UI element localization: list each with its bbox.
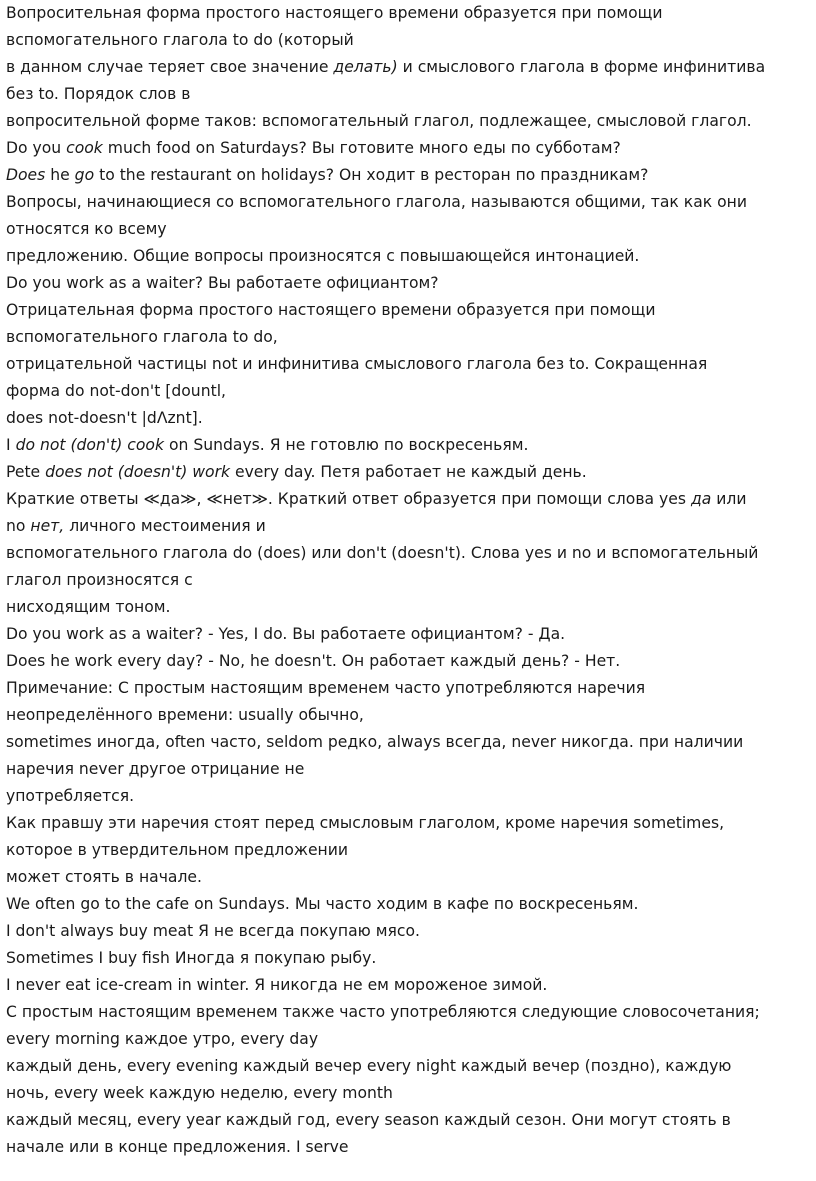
text-line <box>6 54 816 81</box>
text-line: неопределённого времени: usually обычно, <box>6 706 364 724</box>
text-line: С простым настоящим временем также часто употребляются следующие словосочетания; <box>6 1003 760 1021</box>
line-text: every day. Петя работает не каждый день. <box>230 463 587 481</box>
text-line: без to. Порядок слов в <box>6 85 191 103</box>
line-text: в данном случае теряет свое значение <box>6 58 334 76</box>
text-line: Sometimes I buy fish Иногда я покупаю рыбу. <box>6 949 377 967</box>
text-line: We often go to the cafe on Sundays. Мы часто ходим в кафе по воскресеньям. <box>6 895 639 913</box>
line-text: much food on Saturdays? Вы готовите много еды по субботам? <box>102 139 621 157</box>
text-line: наречия never другое отрицание не <box>6 760 305 778</box>
text-line: нисходящим тоном. <box>6 598 171 616</box>
text-line: вспомогательного глагола to do (который <box>6 31 354 49</box>
text-line: Does he work every day? - No, he doesn't. Он работает каждый день? - Нет. <box>6 652 621 670</box>
text-line: Как правшу эти наречия стоят перед смысловым глаголом, кроме наречия sometimes, <box>6 814 725 832</box>
text-line: Отрицательная форма простого настоящего времени образуется при помощи <box>6 301 656 319</box>
text-line <box>6 486 816 513</box>
line-text: личного местоимения и <box>64 517 266 535</box>
italic-word: does not (doesn't) work <box>45 463 231 481</box>
text-line: Do you work as a waiter? - Yes, I do. Вы работаете официантом? - Да. <box>6 625 566 643</box>
line-text: Pete <box>6 463 46 481</box>
text-line: Do you work as a waiter? Вы работаете официантом? <box>6 274 439 292</box>
text-line: вопросительной форме таков: вспомогательный глагол, подлежащее, смысловой глагол. <box>6 112 752 130</box>
line-text: или <box>711 490 747 508</box>
italic-word: нет, <box>30 517 65 535</box>
text-line: every morning каждое утро, every day <box>6 1030 319 1048</box>
text-line: может стоять в начале. <box>6 868 202 886</box>
text-line: I don't always buy meat Я не всегда покупаю мясо. <box>6 922 420 940</box>
text-line: каждый месяц, every year каждый год, every season каждый сезон. Они могут стоять в <box>6 1111 731 1129</box>
text-line: вспомогательного глагола to do, <box>6 328 278 346</box>
text-line <box>6 513 816 540</box>
text-line: Вопросительная форма простого настоящего времени образуется при помощи <box>6 4 663 22</box>
text-line: начале или в конце предложения. I serve <box>6 1138 349 1156</box>
text-line <box>6 432 816 459</box>
text-line: I never eat ice-cream in winter. Я никогда не ем мороженое зимой. <box>6 976 548 994</box>
text-line: Примечание: С простым настоящим временем часто употребляются наречия <box>6 679 646 697</box>
italic-word: go <box>74 166 95 184</box>
line-text: to the restaurant on holidays? Он ходит в ресторан по праздникам? <box>94 166 649 184</box>
line-text: no <box>6 517 31 535</box>
italic-word: cook <box>66 139 103 157</box>
italic-word: делать) <box>333 58 398 76</box>
text-line: глагол произносятся с <box>6 571 193 589</box>
italic-word: do not (don't) cook <box>15 436 164 454</box>
line-text: on Sundays. Я не готовлю по воскресеньям. <box>164 436 529 454</box>
text-line <box>6 135 816 162</box>
text-line: sometimes иногда, often часто, seldom редко, always всегда, never никогда. при наличии <box>6 733 744 751</box>
text-line: каждый день, every evening каждый вечер every night каждый вечер (поздно), каждую <box>6 1057 732 1075</box>
text-line: относятся ко всему <box>6 220 167 238</box>
line-text: he <box>45 166 75 184</box>
line-text: I <box>6 436 16 454</box>
text-line: Вопросы, начинающиеся со вспомогательного глагола, называются общими, так как они <box>6 193 747 211</box>
text-line <box>6 459 816 486</box>
text-line: does not-doesn't |dΛznt]. <box>6 409 203 427</box>
text-line: употребляется. <box>6 787 135 805</box>
text-line: отрицательной частицы not и инфинитива смыслового глагола без to. Сокращенная <box>6 355 708 373</box>
text-line: ночь, every week каждую неделю, every month <box>6 1084 393 1102</box>
italic-word: да <box>690 490 712 508</box>
text-line: вспомогательного глагола do (does) или don't (doesn't). Слова yes и no и вспомогательный <box>6 544 759 562</box>
line-text: Краткие ответы ≪да≫, ≪нет≫. Краткий ответ образуется при помощи слова yes <box>6 490 691 508</box>
text-line: форма do not-don't [dountl, <box>6 382 226 400</box>
text-line: предложению. Общие вопросы произносятся с повышающейся интонацией. <box>6 247 640 265</box>
line-text: и смыслового глагола в форме инфинитива <box>397 58 766 76</box>
italic-word: Does <box>6 166 46 184</box>
text-line <box>6 162 816 189</box>
line-text: Do you <box>6 139 67 157</box>
text-line: которое в утвердительном предложении <box>6 841 349 859</box>
